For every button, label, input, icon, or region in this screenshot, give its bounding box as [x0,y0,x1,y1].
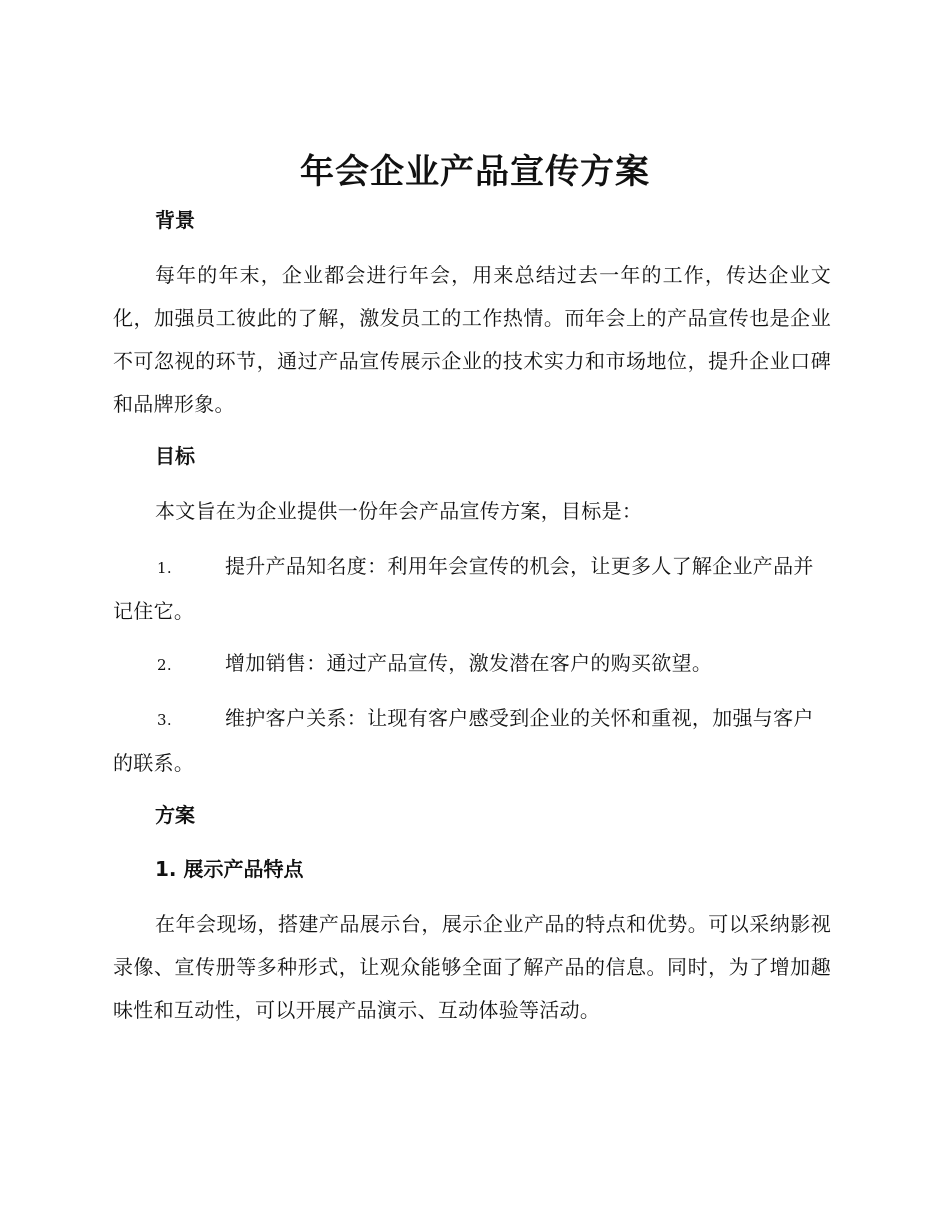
list-number: 3. [157,711,172,729]
paragraph-goal-intro: 本文旨在为企业提供一份年会产品宣传方案，目标是： [155,499,643,523]
list-number: 2. [157,656,172,674]
list-item-text: 增加销售：通过产品宣传，激发潜在客户的购买欲望。 [225,651,713,675]
paragraph-background: 每年的年末，企业都会进行年会，用来总结过去一年的工作，传达企业文化，加强员工彼此的了解，激发员工的工作热情。而年会上的产品宣传也是企业不可忽视的环节，通过产品宣传展示企业的技术实力和市场地位，提升企业口碑和品牌形象。 [113,263,831,416]
list-number: 1. [157,559,172,577]
heading-plan: 方案 [155,803,195,827]
list-item-text: 提升产品知名度：利用年会宣传的机会，让更多人了解企业产品并记住它。 [113,554,814,623]
subheading-plan-1: 1. 展示产品特点 [155,857,304,881]
heading-background: 背景 [155,208,195,232]
paragraph-plan-1: 在年会现场，搭建产品展示台，展示企业产品的特点和优势。可以采纳影视录像、宣传册等多种形式，让观众能够全面了解产品的信息。同时，为了增加趣味性和互动性，可以开展产品演示、互动体验等活动。 [113,912,831,1022]
goal-list-item-1 [113,545,831,633]
goal-list-item-3 [113,697,831,785]
heading-goal: 目标 [155,444,195,468]
list-item-text: 维护客户关系：让现有客户感受到企业的关怀和重视，加强与客户的联系。 [113,706,814,775]
document-title: 年会企业产品宣传方案 [300,152,650,192]
goal-list-item-2 [113,642,831,687]
